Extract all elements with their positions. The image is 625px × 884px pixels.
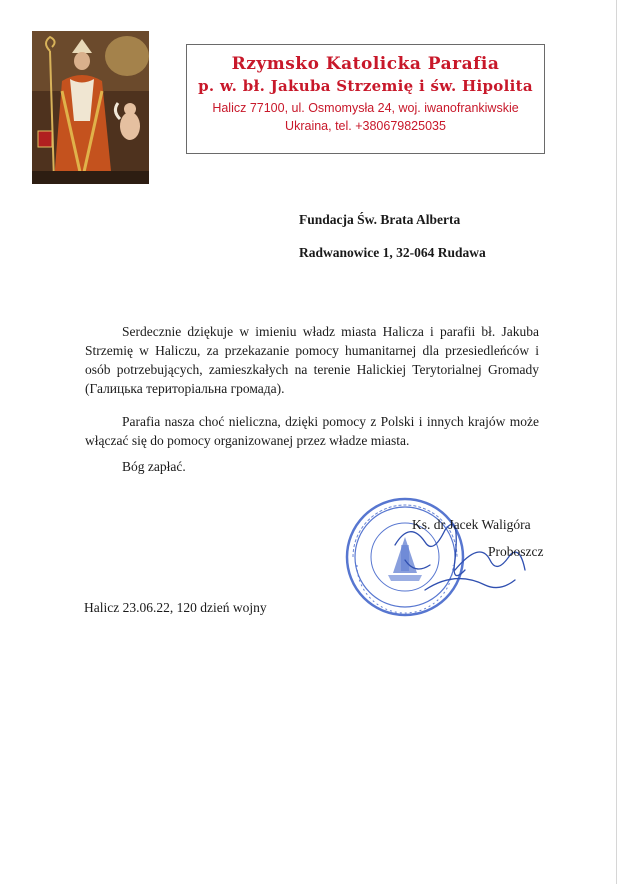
parish-address: Halicz 77100, ul. Osmomysła 24, woj. iwanofrankiwskie <box>212 101 519 115</box>
recipient-address: Radwanowice 1, 32-064 Rudawa <box>299 245 486 260</box>
signatory-title: Proboszcz <box>488 544 544 559</box>
body-paragraph-1 <box>85 322 539 398</box>
parish-name: Rzymsko Katolicka Parafia <box>231 54 500 74</box>
page-edge <box>616 0 617 884</box>
paragraph-text: Bóg zapłać. <box>122 459 186 474</box>
saint-painting-image <box>32 31 149 184</box>
parish-patrons: p. w. bł. Jakuba Strzemię i św. Hipolita <box>198 77 533 95</box>
paragraph-text: Serdecznie dziękuje w imieniu władz miasta Halicza i parafii bł. Jakuba Strzemię w Haliczu, za przekazanie pomocy humanitarnej dla przesiedleńców i osób potrzebujących, zamieszkałych na terenie Halickiej Terytorialnej Gromady (Галицька територіальна громада). <box>85 324 539 396</box>
body-paragraph-3 <box>85 457 539 476</box>
paragraph-text: Parafia nasza choć nieliczna, dzięki pomocy z Polski i innych krajów może włączać się do pomocy organizowanej przez władze miasta. <box>85 414 539 448</box>
recipient-name: Fundacja Św. Brata Alberta <box>299 212 461 227</box>
parish-letterhead <box>186 44 545 154</box>
parish-country-phone: Ukraina, tel. +380679825035 <box>285 119 446 133</box>
letter-date: Halicz 23.06.22, 120 dzień wojny <box>84 600 267 615</box>
body-paragraph-2 <box>85 412 539 450</box>
signatory-name: Ks. dr Jacek Waligóra <box>412 517 531 532</box>
